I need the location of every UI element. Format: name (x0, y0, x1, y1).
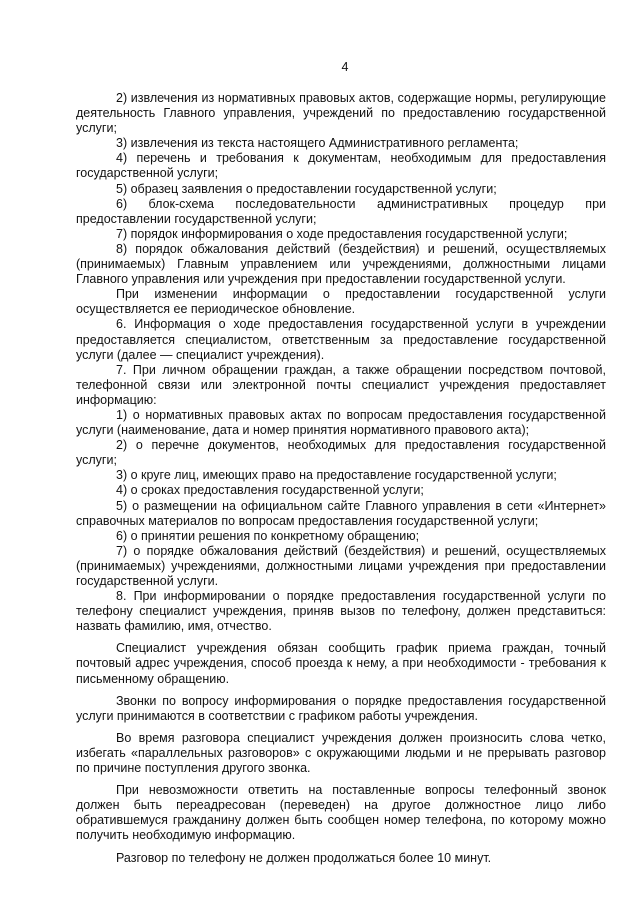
paragraph: При изменении информации о предоставлении государственной услуги осуществляется ее периодическое обновление. (76, 287, 606, 317)
paragraph: 6) о принятии решения по конкретному обращению; (116, 528, 420, 543)
paragraph: 5) о размещении на официальном сайте Главного управления в сети «Интернет» справочных материалов по вопросам предоставления государственной услуги; (76, 498, 606, 528)
paragraph: 2) извлечения из нормативных правовых актов, содержащие нормы, регулирующие деятельность Главного управления, учреждений по предоставлению государственной услуги; (76, 91, 606, 136)
paragraph: 4) о сроках предоставления государственной услуги; (116, 483, 424, 498)
paragraph: 1) о нормативных правовых актах по вопросам предоставления государственной услуги (наименование, дата и номер принятия нормативного правового акта); (76, 407, 606, 438)
paragraph: 6) блок-схема последовательности административных процедур при предоставлении государственной услуги; (76, 196, 606, 226)
paragraph: Звонки по вопросу информирования о порядке предоставления государственной услуги принимаются в соответствии с графиком работы учреждения. (76, 693, 606, 723)
document-body (76, 91, 606, 866)
paragraph: 7) о порядке обжалования действий (бездействия) и решений, осуществляемых (принимаемых) учреждениями, должностными лицами учреждения при предоставлении государственной услуги. (76, 543, 606, 588)
paragraph: 8) порядок обжалования действий (бездействия) и решений, осуществляемых (принимаемых) Главным управлением или учреждениями, должностными лицами Главного управления или учреждения при предоставлении государственной услуги. (76, 241, 606, 287)
paragraph: 5) образец заявления о предоставлении государственной услуги; (116, 181, 497, 196)
paragraph: Разговор по телефону не должен продолжаться более 10 минут. (116, 850, 492, 865)
paragraph: 2) о перечне документов, необходимых для предоставления государственной услуги; (76, 438, 606, 468)
paragraph: 3) о круге лиц, имеющих право на предоставление государственной услуги; (116, 468, 557, 483)
paragraph: При невозможности ответить на поставленные вопросы телефонный звонок должен быть переадресован (переведен) на другое должностное лицо либо обратившемуся гражданину должен быть сообщен номер телефона, по которому можно получить необходимую информацию. (76, 783, 606, 843)
paragraph: Во время разговора специалист учреждения должен произносить слова четко, избегать «параллельных разговоров» с окружающими людьми и не прерывать разговор по причине поступления другого звонка. (76, 730, 606, 776)
paragraph: 4) перечень и требования к документам, необходимым для предоставления государственной услуги; (76, 151, 606, 181)
paragraph: Специалист учреждения обязан сообщить график приема граждан, точный почтовый адрес учреждения, способ проезда к нему, а при необходимости - требования к письменному обращению. (76, 641, 606, 686)
paragraph: 7. При личном обращении граждан, а также обращении посредством почтовой, телефонной связи или электронной почты специалист учреждения предоставляет информацию: (76, 362, 606, 407)
paragraph: 6. Информация о ходе предоставления государственной услуги в учреждении предоставляется специалистом, ответственным за предоставление государственной услуги (далее — специалист учреждения). (76, 317, 606, 362)
paragraph: 7) порядок информирования о ходе предоставления государственной услуги; (116, 226, 568, 241)
paragraph: 8. При информировании о порядке предоставления государственной услуги по телефону специалист учреждения, приняв вызов по телефону, должен представиться: назвать фамилию, имя, отчество. (76, 589, 606, 634)
paragraph: 3) извлечения из текста настоящего Административного регламента; (116, 136, 519, 151)
page-number: 4 (341, 60, 349, 74)
